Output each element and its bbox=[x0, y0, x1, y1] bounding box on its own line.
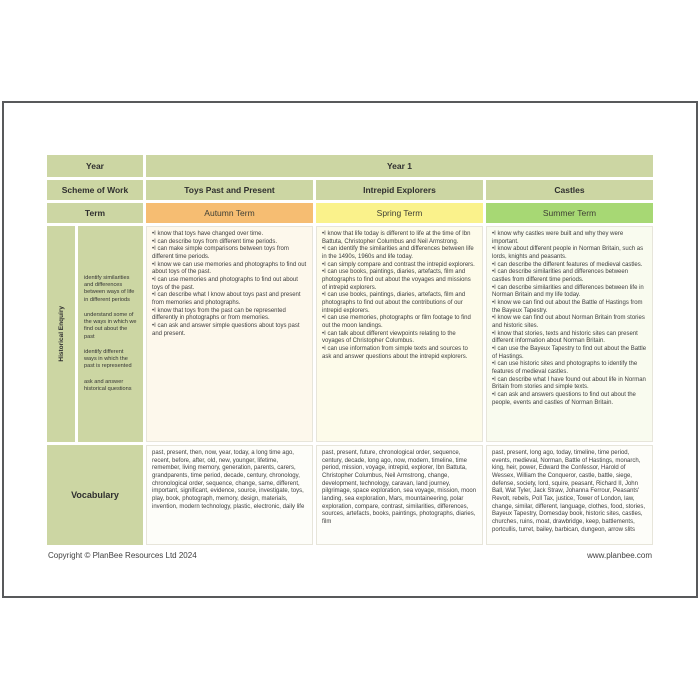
learning-objective: • I know why castles were built and why they were important. bbox=[492, 231, 647, 246]
learning-objective: • I can ask and answers questions to find out about the people, events and castles of Norman Britain. bbox=[492, 392, 647, 407]
vocabulary-cell-castles: past, present, long ago, today, timeline, time period, events, medieval, Norman, Battle of Hastings, monarch, king, heir, power, Edward the Confessor, Harold of Wessex, William the Conqueror, castle, battle, siege, defense, society, lord, squire, peasant, Richard II, John Ball, Wat Tyler, Jack Straw, Johanna Ferrour, Peasants' Revolt, rebels, Poll Tax, justice, Tower of London, law, change, similar, different, language, clothes, food, stories, Bayeux Tapestry, Domesday book, historic sites, castles, churches, ruins, moat, drawbridge, keep, battlements, portcullis, turret, bailey, barbican, dungeon, arrow slits bbox=[486, 445, 653, 545]
learning-objective: • I can use memories, photographs or film footage to find out the moon landings. bbox=[322, 315, 477, 330]
historical-enquiry-vertical-label-text: Historical Enquiry bbox=[57, 306, 65, 362]
enquiry-skill: understand some of the ways in which we find out about the past bbox=[84, 311, 137, 340]
vocabulary-label-cell: Vocabulary bbox=[47, 445, 143, 545]
copyright-text: Copyright © PlanBee Resources Ltd 2024 bbox=[48, 551, 197, 560]
learning-objective: • I can simply compare and contrast the intrepid explorers. bbox=[322, 262, 477, 270]
learning-objective: • I can talk about different viewpoints relating to the voyages of Christopher Columbus. bbox=[322, 331, 477, 346]
learning-objective: • I can make simple comparisons between toys from different time periods. bbox=[152, 246, 307, 261]
website-url: www.planbee.com bbox=[587, 551, 652, 560]
learning-objective: • I can use the Bayeux Tapestry to find out about the Battle of Hastings. bbox=[492, 346, 647, 361]
learning-objective: • I can use books, paintings, diaries, artefacts, film and photographs to find out about the voyages and missions of intrepid explorers. bbox=[322, 269, 477, 292]
scheme-cell-toys-past-and-present: Toys Past and Present bbox=[146, 180, 313, 200]
year-label-cell: Year bbox=[47, 155, 143, 177]
objectives-cell-intrepid-explorers bbox=[316, 226, 483, 442]
learning-objective: • I know that toys have changed over time. bbox=[152, 231, 307, 239]
enquiry-skill: identify different ways in which the past is represented bbox=[84, 348, 132, 370]
term-label-cell: Term bbox=[47, 203, 143, 223]
learning-objective: • I can describe what I know about toys past and present from memories and photographs. bbox=[152, 292, 307, 307]
learning-objective: • I can use memories and photographs to find out about toys of the past. bbox=[152, 277, 307, 292]
learning-objective: • I know we can find out about Norman Britain from stories and historic sites. bbox=[492, 315, 647, 330]
learning-objective: • I can describe toys from different time periods. bbox=[152, 239, 307, 247]
scheme-cell-castles: Castles bbox=[486, 180, 653, 200]
scheme-of-work-label-cell: Scheme of Work bbox=[47, 180, 143, 200]
learning-objective: • I can use information from simple texts and sources to ask and answer questions about the intrepid explorers. bbox=[322, 346, 477, 361]
learning-objective: • I know that toys from the past can be represented differently in photographs or from memories. bbox=[152, 308, 307, 323]
learning-objective: • I can use books, paintings, diaries, artefacts, film and photographs to find out about the contributions of our intrepid explorers. bbox=[322, 292, 477, 315]
term-cell-summer: Summer Term bbox=[486, 203, 653, 223]
learning-objective: • I can use historic sites and photographs to identify the features of medieval castles. bbox=[492, 361, 647, 376]
learning-objective: • I know we can use memories and photographs to find out about toys of the past. bbox=[152, 262, 307, 277]
document-page bbox=[2, 101, 698, 598]
year-value-cell: Year 1 bbox=[146, 155, 653, 177]
historical-enquiry-label-cell bbox=[47, 226, 143, 442]
scheme-cell-intrepid-explorers: Intrepid Explorers bbox=[316, 180, 483, 200]
enquiry-skills-cell bbox=[78, 226, 143, 442]
learning-objective: • I know that stories, texts and historic sites can present different information about Norman Britain. bbox=[492, 331, 647, 346]
learning-objective: • I can ask and answer simple questions about toys past and present. bbox=[152, 323, 307, 338]
learning-objective: • I know that life today is different to life at the time of Ibn Battuta, Christopher Columbus and Neil Armstrong. bbox=[322, 231, 477, 246]
enquiry-skill: identify similarities and differences between ways of life in different periods bbox=[84, 274, 135, 303]
objectives-cell-castles bbox=[486, 226, 653, 442]
learning-objective: • I can describe what I have found out about life in Norman Britain from stories and simple texts. bbox=[492, 377, 647, 392]
learning-objective: • I know about different people in Norman Britain, such as lords, knights and peasants. bbox=[492, 246, 647, 261]
objectives-cell-toys-past-and-present bbox=[146, 226, 313, 442]
historical-enquiry-vertical-label bbox=[47, 226, 75, 442]
term-cell-spring: Spring Term bbox=[316, 203, 483, 223]
learning-objective: • I can identify the similarities and differences between life in the 1490s, 1960s and life today. bbox=[322, 246, 477, 261]
vocabulary-cell-toys-past-and-present: past, present, then, now, year, today, a long time ago, recent, before, after, old, new, younger, lifetime, remember, living memory, generation, parents, carers, grandparents, time period, decade, century, chronology, chronological order, sequence, change, same, different, important, significant, evidence, source, investigate, toys, play, book, photograph, memory, design, materials, invention, modern technology, plastic, electronic, daily life bbox=[146, 445, 313, 545]
vocabulary-cell-intrepid-explorers: past, present, future, chronological order, sequence, century, decade, long ago, now, modern, timeline, time period, mission, voyage, intrepid, explorer, Ibn Battuta, Christopher Columbus, Neil Armstrong, change, development, technology, caravan, land journey, pilgrimage, space exploration, sea voyage, mission, moon landing, sea exploration, Mars, mountaineering, polar exploration, compare, contrast, similarities, differences, sources, artefacts, books, paintings, photographs, diaries, film bbox=[316, 445, 483, 545]
enquiry-skill: ask and answer historical questions bbox=[84, 378, 132, 392]
learning-objective: • I can describe the different features of medieval castles. bbox=[492, 262, 647, 270]
curriculum-table bbox=[47, 155, 653, 545]
learning-objective: • I can describe similarities and differences between castles from different time periods. bbox=[492, 269, 647, 284]
learning-objective: • I can describe similarities and differences between life in Norman Britain and my life today. bbox=[492, 285, 647, 300]
learning-objective: • I know we can find out about the Battle of Hastings from the Bayeux Tapestry. bbox=[492, 300, 647, 315]
term-cell-autumn: Autumn Term bbox=[146, 203, 313, 223]
